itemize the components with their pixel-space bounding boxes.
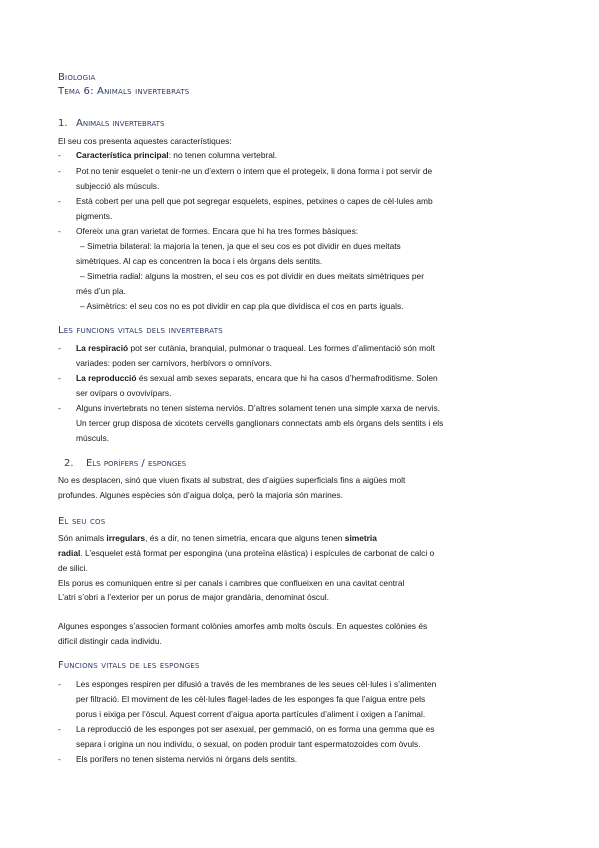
list-item-continuation: per filtració. El moviment de les cèl·lules flagel·lades de les esponges fa que l’aigua entre pels — [76, 694, 426, 704]
section-1-intro: El seu cos presenta aquestes característiques: — [58, 136, 232, 146]
list-item: Pot no tenir esquelet o tenir-ne un d’extern o intern que el protegeix, li dona forma i pot servir de — [76, 166, 433, 176]
list-item-continuation: Un tercer grup disposa de xicotets cervells ganglionars connectats amb els òrgans dels sentits i els — [76, 418, 444, 428]
sub-item-continuation: simètriques. Al cap es concentren la boca i els òrgans dels sentits. — [76, 256, 323, 266]
sub-item-continuation: més d’un pla. — [76, 286, 126, 296]
paragraph: de silici. — [58, 563, 88, 573]
sub-item: – Simetria bilateral: la majoria la tenen, ja que el seu cos es pot dividir en dues meitats — [80, 241, 401, 251]
section-number: 2. — [64, 458, 74, 469]
paragraph: Algunes esponges s’associen formant colònies amorfes amb molts òsculs. En aquestes colònies és — [58, 621, 428, 631]
sponge-vital-heading: Funcions vitals de les esponges — [58, 660, 200, 671]
body-heading: El seu cos — [58, 516, 106, 527]
list-item: Les esponges respiren per difusió a través de les membranes de les seues cèl·lules i s’alimenten — [76, 679, 437, 689]
subject-title: Biologia — [58, 72, 96, 83]
bullet: - — [58, 343, 61, 353]
list-item-continuation: pigments. — [76, 211, 113, 221]
section-title: Els porífers / esponges — [86, 458, 187, 469]
list-item-continuation: variades: poden ser carnívors, herbívors o omnívors. — [76, 358, 272, 368]
bullet: - — [58, 226, 61, 236]
list-item-continuation: músculs. — [76, 433, 110, 443]
list-item-continuation: subjecció als músculs. — [76, 181, 160, 191]
list-item: Ofereix una gran varietat de formes. Encara que hi ha tres formes bàsiques: — [76, 226, 359, 236]
section-2-heading — [64, 458, 186, 469]
list-item-continuation: separa i origina un nou individu, o sexual, on poden produir tant espermatozoides com òvuls. — [76, 739, 421, 749]
list-item — [76, 371, 438, 386]
topic-title: Tema 6: Animals invertebrats — [58, 86, 190, 97]
bullet: - — [58, 166, 61, 176]
text-run: . L’esquelet està format per espongina (una proteïna elàstica) i espícules de carbonat de calci o — [80, 548, 435, 558]
section-number: 1. — [58, 118, 68, 129]
list-item: Està cobert per una pell que pot segregar esquelets, espines, petxines o capes de cèl·lules amb — [76, 196, 433, 206]
sub-item: – Simetria radial: alguns la mostren, el seu cos es pot dividir en dues meitats simètriques per — [80, 271, 425, 281]
list-item-continuation: porus i eixiga per l’òscul. Aquest corrent d’aigua aporta partícules d’aliment i oxigen a l’animal. — [76, 709, 426, 719]
section-title: Animals invertebrats — [76, 118, 165, 129]
bold-term: simetria — [344, 533, 377, 543]
paragraph: No es desplacen, sinó que viuen fixats al substrat, des d’aigües superficials fins a aigües molt — [58, 475, 406, 485]
item-text: és sexual amb sexes separats, encara que hi ha casos d’hermafroditisme. Solen — [136, 373, 438, 383]
bullet: - — [58, 679, 61, 689]
bold-term: La reproducció — [76, 373, 137, 383]
list-item: Els porífers no tenen sistema nerviós ni òrgans dels sentits. — [76, 754, 298, 764]
item-text: : no tenen columna vertebral. — [168, 150, 278, 160]
sub-item: – Asimètrics: el seu cos no es pot dividir en cap pla que dividisca el cos en parts iguals. — [80, 301, 404, 311]
bullet: - — [58, 754, 61, 764]
bold-term: La respiració — [76, 343, 129, 353]
bullet: - — [58, 724, 61, 734]
text-run: , és a dir, no tenen simetria, encara que alguns tenen — [145, 533, 345, 543]
bullet: - — [58, 373, 61, 383]
item-text: pot ser cutània, branquial, pulmonar o traqueal. Les formes d’alimentació són molt — [128, 343, 435, 353]
vital-functions-heading: Les funcions vitals dels invertebrats — [58, 325, 223, 336]
bold-term: radial — [58, 548, 81, 558]
list-item: Alguns invertebrats no tenen sistema nerviós. D’altres solament tenen una simple xarxa de nervis. — [76, 403, 441, 413]
bullet: - — [58, 403, 61, 413]
bullet: - — [58, 196, 61, 206]
section-1-heading — [58, 118, 164, 129]
list-item-continuation: ser ovípars o ovovivípars. — [76, 388, 172, 398]
text-run: Són animals — [58, 533, 107, 543]
bold-term: Característica principal — [76, 150, 169, 160]
paragraph: difícil distingir cada individu. — [58, 636, 162, 646]
paragraph — [58, 546, 528, 561]
paragraph: Els porus es comuniquen entre si per canals i cambres que conflueixen en una cavitat central — [58, 578, 405, 588]
list-item: La reproducció de les esponges pot ser asexual, per gemmació, on es forma una gemma que es — [76, 724, 435, 734]
paragraph — [58, 531, 528, 546]
bullet: - — [58, 150, 61, 160]
paragraph: profundes. Algunes espècies són d’aigua dolça, però la majoria són marines. — [58, 490, 343, 500]
list-item — [76, 341, 435, 356]
paragraph: L’atri s’obri a l’exterior per un porus de major grandària, denominat òscul. — [58, 592, 329, 602]
list-item — [76, 148, 277, 163]
bold-term: irregulars — [106, 533, 146, 543]
